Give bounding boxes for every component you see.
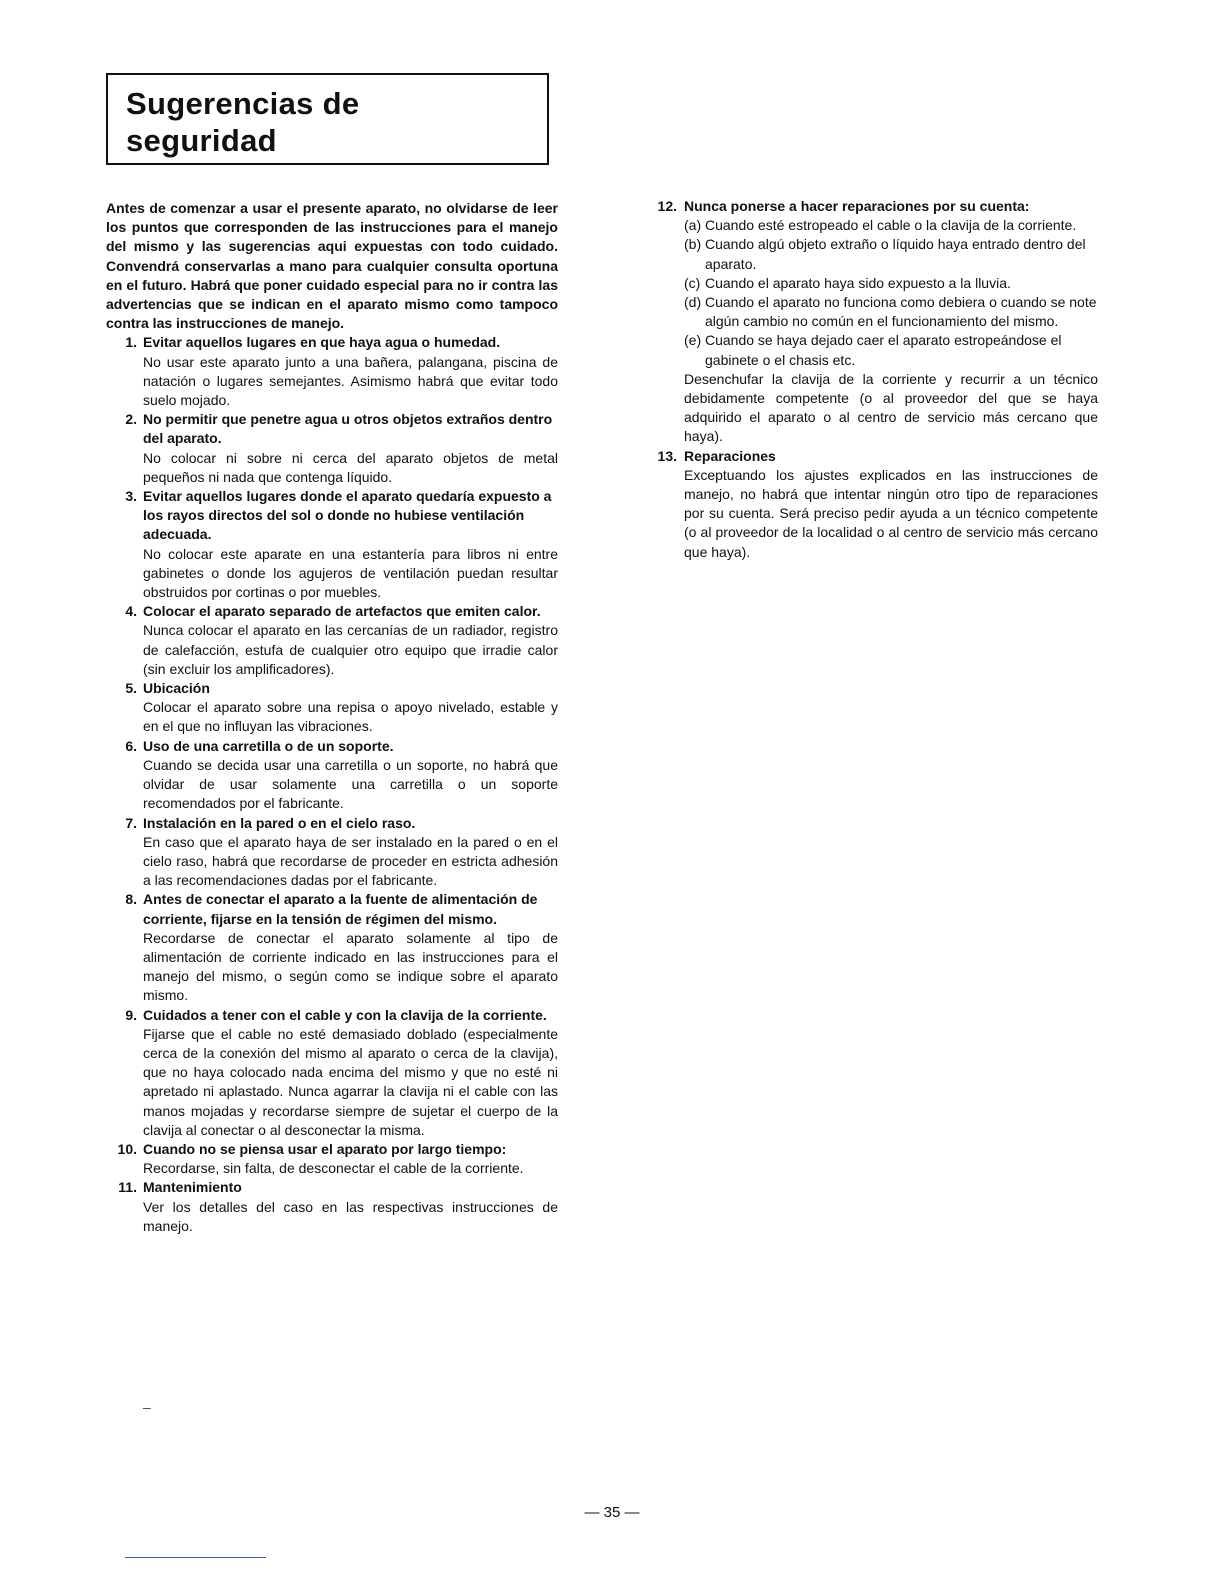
- item-number: 9.: [125, 1006, 137, 1023]
- item-body: Exceptuando los ajustes explicados en las instrucciones de manejo, no habrá que intentar ningún otro tipo de reparaciones por su cuenta. Será preciso pedir ayuda a un técnico competente (o al proveedor de la localidad o al centro de servicio más cercano que haya).: [684, 466, 1098, 560]
- sub-item-letter: (b): [684, 236, 702, 253]
- sub-item: [684, 235, 1098, 273]
- item-number: 11.: [118, 1179, 137, 1196]
- sub-item: [684, 274, 1098, 293]
- item-body: No usar este aparato junto a una bañera, palangana, piscina de natación o lugares semejantes. Asimismo habrá que evitar todo suelo mojado.: [143, 353, 558, 409]
- item-heading: Mantenimiento: [143, 1179, 242, 1196]
- item-heading: Uso de una carretilla o de un soporte.: [143, 737, 394, 754]
- item-number: 2.: [125, 411, 137, 428]
- item-heading: Evitar aquellos lugares en que haya agua o humedad.: [143, 334, 501, 351]
- list-item: [106, 737, 558, 814]
- item-body: Fijarse que el cable no esté demasiado doblado (especialmente cerca de la conexión del mismo al aparato o cerca de la clavija), que no haya colocado nada encima del mismo y que no esté ni apretado ni aplastado. Nunca agarrar la clavija ni el cable con las manos mojadas y recordarse siempre de sujetar el cuerpo de la clavija al conectar o al desconectar la misma.: [143, 1025, 558, 1138]
- item-number: 7.: [125, 814, 137, 831]
- sub-item-letter: (c): [684, 274, 701, 291]
- item-number: 4.: [125, 603, 137, 620]
- item-body: No colocar este aparate en una estantería para libros ni entre gabinetes o donde los agujeros de ventilación puedan resultar obstruidos por cortinas o por muebles.: [143, 545, 558, 601]
- item-number: 6.: [125, 737, 137, 754]
- list-item: [106, 602, 558, 679]
- item-number: 8.: [125, 891, 137, 908]
- item-body: Cuando se decida usar una carretilla o un soporte, no habrá que olvidar de usar solamente una carretilla o un soporte recomendados por el fabricante.: [143, 756, 558, 812]
- sub-item-text: Cuando el aparato no funciona como debiera o cuando se note algún cambio no común en el funcionamiento del mismo.: [705, 294, 1097, 330]
- list-item: [106, 1178, 558, 1236]
- item-heading: Colocar el aparato separado de artefactos que emiten calor.: [143, 603, 541, 620]
- item-heading: Reparaciones: [684, 447, 776, 464]
- list-item: [106, 487, 558, 602]
- item-body: Colocar el aparato sobre una repisa o apoyo nivelado, estable y en el que no influyan las vibraciones.: [143, 699, 558, 735]
- item-body: Nunca colocar el aparato en las cercanías de un radiador, registro de calefacción, estufa de cualquier otro equipo que irradie calor (sin excluir los amplificadores).: [143, 622, 558, 677]
- item-body: Desenchufar la clavija de la corriente y recurrir a un técnico debidamente competente (o al proveedor del que se haya adquirido el aparato o al centro de servicio más cercano que haya).: [684, 370, 1098, 445]
- sub-item-text: Cuando algú objeto extraño o líquido haya entrado dentro del aparato.: [705, 236, 1086, 272]
- item-heading: Instalación en la pared o en el cielo raso.: [143, 814, 416, 831]
- sub-item-text: Cuando se haya dejado caer el aparato estropeándose el gabinete o el chasis etc.: [705, 332, 1062, 368]
- sub-item: [684, 331, 1098, 369]
- sub-item: [684, 293, 1098, 331]
- list-item: [106, 1006, 558, 1140]
- sub-item-letter: (a): [684, 217, 702, 234]
- sub-item: [684, 216, 1098, 235]
- item-heading: Cuando no se piensa usar el aparato por largo tiempo:: [143, 1140, 507, 1157]
- sub-item-letter: (d): [684, 294, 702, 311]
- stray-mark: –: [143, 1399, 151, 1415]
- item-body: Ver los detalles del caso en las respectivas instrucciones de manejo.: [143, 1198, 558, 1234]
- item-heading: No permitir que penetre agua u otros objetos extraños dentro del aparato.: [143, 411, 553, 447]
- list-item: [106, 333, 558, 410]
- item-number: 3.: [125, 488, 137, 505]
- sub-item-text: Cuando esté estropeado el cable o la clavija de la corriente.: [705, 217, 1077, 234]
- item-number: 5.: [125, 680, 137, 697]
- item-number: 13.: [657, 447, 677, 464]
- item-heading: Antes de conectar el aparato a la fuente de alimentación de corriente, fijarse en la tensión de régimen del mismo.: [143, 891, 538, 927]
- title-box: [106, 73, 549, 165]
- item-body: En caso que el aparato haya de ser instalado en la pared o en el cielo raso, habrá que recordarse de proceder en estricta adhesión a las recomendaciones dadas por el fabricante.: [143, 833, 558, 889]
- list-item: [646, 197, 1098, 447]
- item-heading: Evitar aquellos lugares donde el aparato quedaría expuesto a los rayos directos del sol o donde no hubiese ventilación adecuada.: [143, 488, 552, 543]
- list-item: [106, 679, 558, 737]
- item-heading: Ubicación: [143, 680, 210, 697]
- left-column: [106, 199, 558, 1236]
- item-body: Recordarse, sin falta, de desconectar el cable de la corriente.: [143, 1160, 524, 1177]
- item-heading: Nunca ponerse a hacer reparaciones por su cuenta:: [684, 198, 1030, 214]
- page-title: Sugerencias de seguridad: [126, 86, 360, 158]
- right-column: [646, 197, 1098, 562]
- page-number: — 35 —: [584, 1504, 640, 1521]
- list-item: [106, 814, 558, 891]
- item-number: 12.: [657, 198, 677, 214]
- blue-rule-line: [125, 1557, 266, 1558]
- list-item: [646, 447, 1098, 562]
- list-item: [106, 890, 558, 1005]
- sub-item-letter: (e): [684, 332, 702, 349]
- item-body: No colocar ni sobre ni cerca del aparato objetos de metal pequeños ni nada que contenga líquido.: [143, 449, 558, 485]
- list-item: [106, 410, 558, 487]
- item-heading: Cuidados a tener con el cable y con la clavija de la corriente.: [143, 1006, 547, 1023]
- item-body: Recordarse de conectar el aparato solamente al tipo de alimentación de corriente indicado en las instrucciones para el manejo del mismo, o según como se indique sobre el aparato mismo.: [143, 929, 558, 1004]
- item-number: 10.: [117, 1140, 137, 1157]
- item-number: 1.: [125, 334, 137, 351]
- sub-item-text: Cuando el aparato haya sido expuesto a la lluvia.: [705, 274, 1011, 291]
- intro-paragraph: Antes de comenzar a usar el presente aparato, no olvidarse de leer los puntos que corresponden de las instrucciones para el manejo del mismo y las sugerencias aqui expuestas con todo cuidado. Convendrá conservarlas a mano para cualquier consulta oportuna en el futuro. Habrá que poner cuidado especial para no ir contra las advertencias que se indican en el aparato mismo como tampoco contra las instrucciones de manejo.: [106, 200, 558, 332]
- list-item: [106, 1140, 558, 1178]
